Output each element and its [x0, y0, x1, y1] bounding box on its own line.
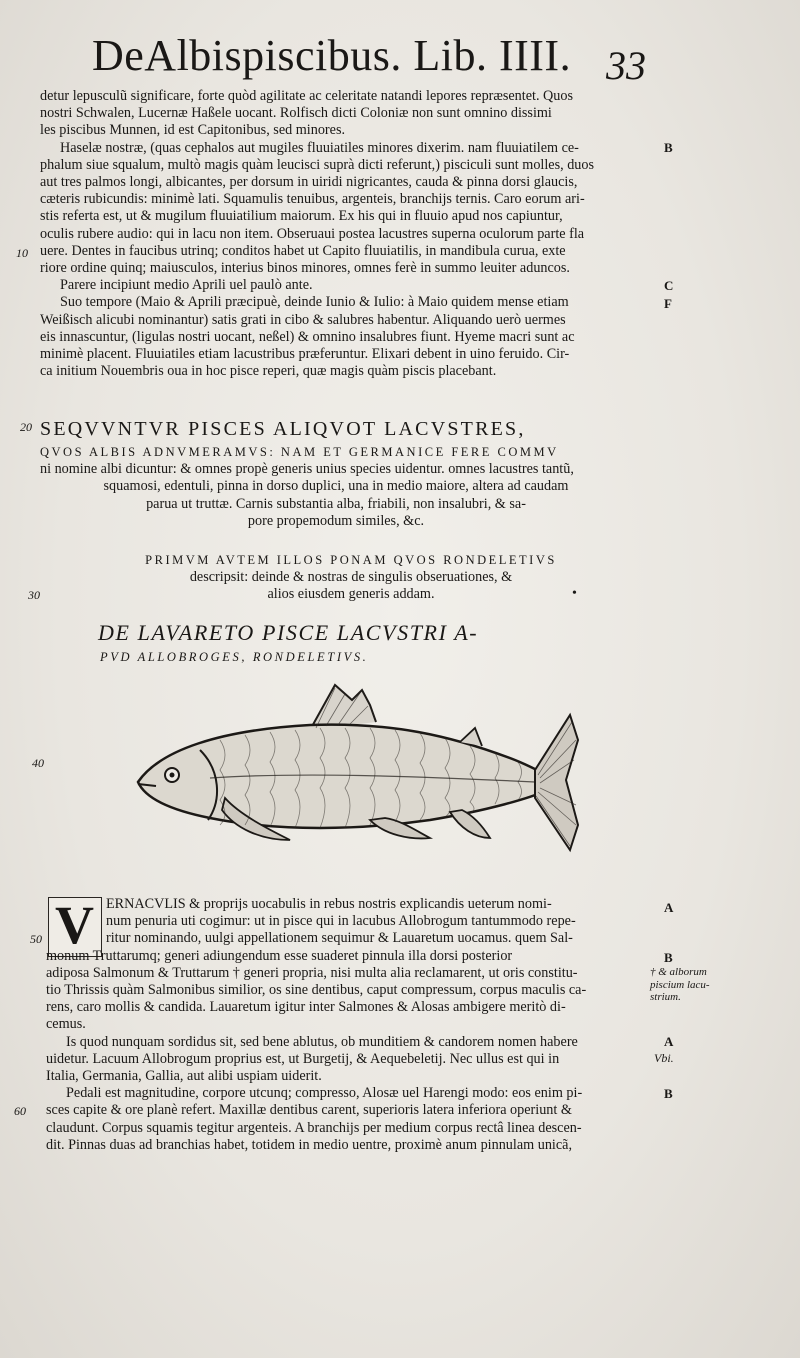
margin-note-line: † & alborum: [650, 966, 707, 978]
text-line: uidetur. Lacuum Allobrogum proprius est, ut Burgetij, & Aequebeletij. Nec ullus est qui in: [46, 1050, 560, 1067]
text-line: num penuria uti cogimur: ut in pisce qui in lacubus Allobrogum tantummodo repe-: [106, 913, 576, 930]
section-intro: [40, 444, 662, 530]
margin-letter: B: [664, 1086, 673, 1101]
text-line: ERNACVLIS & proprijs uocabulis in rebus nostris explicandis ueterum nomi-: [106, 896, 552, 912]
margin-letter: A: [664, 1034, 674, 1049]
primum-block: [40, 552, 662, 604]
text-line: parua ut truttæ. Carnis substantia alba, friabili, non insalubri, & sa-: [146, 495, 526, 512]
text-line: phalum siue squalum, multò magis quàm leucisci suprà dicti referunt,) pisciculi sunt molles, duos: [40, 156, 595, 173]
margin-note-ubi: Vbi.: [654, 1051, 674, 1065]
text-block-1: [40, 88, 662, 380]
text-line: uere. Dentes in faucibus utrinq; conditos habet ut Capito fluuiatilis, in mandibula curua, exte: [40, 242, 566, 259]
chapter-heading: DE LAVARETO PISCE LACVSTRI A-: [98, 620, 479, 645]
text-line: claudunt. Corpus squamis tegitur argenteis. A branchijs per medium corpus rectâ linea descen-: [46, 1119, 582, 1136]
section-heading: SEQVVNTVR PISCES ALIQVOT LACVSTRES,: [40, 418, 526, 440]
text-line: les piscibus Munnen, id est Capitonibus, sed minores.: [40, 122, 346, 139]
text-line: sces capite & ore planè refert. Maxillæ dentibus carent, superioris latera inferiora operiunt &: [46, 1102, 572, 1119]
text-line: rens, caro mollis & candida. Lauaretum igitur inter Salmones & Alosas ambigere meritò di-: [46, 999, 566, 1016]
line-number: 40: [32, 756, 44, 770]
fish-anal-fin: [450, 810, 490, 838]
text-block-2b: [46, 948, 662, 1154]
ink-dot: •: [572, 586, 577, 601]
text-line: cemus.: [46, 1016, 86, 1033]
text-line: Suo tempore (Maio & Aprili præcipuè, deinde Iunio & Iulio: à Maio quidem mense etiam: [60, 294, 569, 311]
text-line: oculis rubere audio: qui in lacu non item. Obseruaui postea lacustres superna oculorum parte fla: [40, 225, 585, 242]
fish-body: [138, 725, 548, 828]
text-line: Weißisch alicubi nominantur) satis grati in cibo & salubres habentur. Aliquando uerò uermes: [40, 311, 566, 328]
text-line: adiposa Salmonum & Truttarum † generi propria, nisi multa alia reclamarent, ut oris constitu-: [46, 964, 578, 981]
text-line: squamosi, edentuli, pinna in dorso duplici, una in medio maiore, altera ad caudam: [103, 478, 569, 495]
text-line: cæteris rubicundis: minimè lati. Squamulis tenuibus, argenteis, branchijs ternis. Caro eorum ari-: [40, 191, 585, 208]
text-line: descripsit: deinde & nostras de singulis obseruationes, &: [189, 569, 513, 586]
line-number: 10: [16, 246, 28, 260]
text-line: ni nomine albi dicuntur: & omnes propè generis unius species uidentur. omnes lacustres tantũ,: [40, 461, 574, 478]
text-line: nostri Schwalen, Lucernæ Haßele uocant. Rolfisch dicti Coloniæ non sunt omnino dissimi: [40, 105, 552, 122]
text-line: ca initium Nouembris oua in hoc pisce reperi, quæ magis quàm piscis placebant.: [40, 363, 497, 380]
line-number: 30: [28, 588, 40, 602]
margin-letter: F: [664, 296, 672, 311]
text-line: Haselæ nostræ, (quas cephalos aut mugiles fluuiatiles minores dixerim. nam fluuiatilem ce-: [60, 139, 579, 156]
chapter-heading-continued: PVD ALLOBROGES, RONDELETIVS.: [100, 650, 369, 664]
fish-pupil: [170, 773, 175, 778]
line-number: 50: [30, 932, 42, 946]
text-line: Parere incipiunt medio Aprili uel paulò ante.: [60, 277, 313, 294]
page-title: DeAlbispiscibus. Lib. IIII.: [92, 31, 572, 80]
text-line: Is quod nunquam sordidus sit, sed bene ablutus, ob munditiem & candorem nomen habere: [66, 1033, 578, 1050]
margin-letter: C: [664, 278, 674, 293]
line-number: 60: [14, 1104, 26, 1118]
text-block-2a: [106, 896, 662, 948]
text-line: pore propemodum similes, &c.: [247, 512, 425, 529]
initial-letter: V: [55, 895, 94, 955]
margin-note: [650, 966, 710, 1004]
margin-letter: B: [664, 140, 673, 155]
page-number: 33: [606, 43, 646, 88]
text-line: monum Truttarumq; generi adiungendum esse suaderet pinnula illa dorsi posterior: [46, 947, 513, 964]
margin-letter: A: [664, 900, 674, 915]
text-line: aut tres palmos longi, albicantes, per dorsum in uiridi nigricantes, cauda & pinna dorsi glaucis,: [40, 174, 578, 191]
lavaretus-fish-woodcut: [130, 680, 580, 860]
text-line: Italia, Germania, Gallia, aut alibi uspiam uiderit.: [46, 1068, 322, 1085]
text-line: Pedali est magnitudine, corpore utcunq; compresso, Alosæ uel Harengi modo: eos enim pi-: [66, 1085, 583, 1102]
text-line: ritur nominando, uulgi appellationem sequimur & Lauaretum uocamus. quem Sal-: [106, 930, 573, 947]
margin-note-line: strium.: [650, 991, 681, 1003]
text-line: minimè placent. Fluuiatiles etiam lacustribus præferuntur. Elixari debent in uino feruido. Cir-: [40, 346, 570, 363]
line-number: 20: [20, 420, 32, 434]
text-line: stis referta est, ut & mugilum fluuiatilium maiorum. Ex his qui in fluuio apud nos capiuntur,: [40, 208, 563, 225]
margin-note-line: piscium lacu-: [650, 978, 710, 991]
text-line: QVOS ALBIS ADNVMERAMVS: NAM ET GERMANICE FERE COMMV: [40, 445, 559, 459]
text-line: PRIMVM AVTEM ILLOS PONAM QVOS RONDELETIVS: [145, 553, 557, 567]
text-line: alios eiusdem generis addam.: [267, 586, 435, 603]
text-line: dit. Pinnas duas ad branchias habet, totidem in medio uentre, proximè anum pinnulam unicã,: [46, 1136, 572, 1153]
margin-letter: B: [664, 950, 673, 965]
text-line: detur lepusculũ significare, forte quòd agilitate ac celeritate natandi lepores repræsentet. Quos: [40, 88, 574, 104]
text-line: riore ordine quinq; maiusculos, interius binos minores, omnes ferè in summo leuiter aduncos.: [40, 260, 570, 277]
text-line: eis innascuntur, (ligulas nostri uocant, neßel) & omnino insalubres fiunt. Hyeme macri sunt ac: [40, 328, 575, 345]
text-line: tio Thrissis quàm Salmonibus similior, os sine dentibus, caput compressum, corpus maculis ca-: [46, 982, 587, 998]
